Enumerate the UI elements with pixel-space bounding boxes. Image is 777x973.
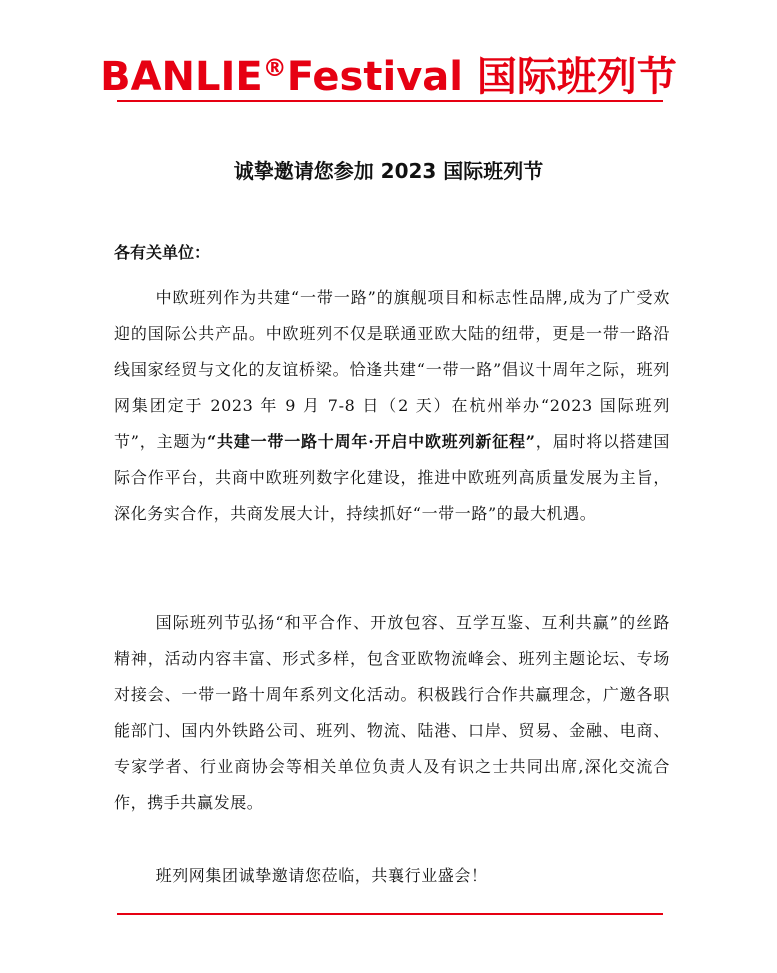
bottom-divider [117, 913, 663, 915]
paragraph-intro-part-b: ，届时将以搭建国际合作平台，共商中欧班列数字化建设，推进中欧班列高质量发展为主旨，深化务实合作，共商发展大计，持续抓好“一带一路”的最大机遇。 [114, 432, 671, 523]
top-divider [117, 100, 663, 102]
paragraph-intro [114, 280, 670, 532]
invitation-subtitle: 诚挚邀请您参加 2023 国际班列节 [233, 159, 544, 183]
event-theme: “共建一带一路十周年·开启中欧班列新征程” [207, 432, 536, 451]
salutation: 各有关单位： [114, 243, 211, 262]
paragraph-intro-part-a: 中欧班列作为共建“一带一路”的旗舰项目和标志性品牌,成为了广受欢迎的国际公共产品。中欧班列不仅是联通亚欧大陆的纽带，更是一带一路沿线国家经贸与文化的友谊桥梁。恰逢共建“一带一路”倡议十周年之际，班列网集团定于 2023 年 9 月 7-8 日（2 天）在杭州举办“2023 国际班列节”，主题为 [114, 288, 670, 451]
registered-mark: ® [262, 54, 287, 82]
brand-suffix: Festival 国际班列节 [286, 54, 677, 100]
paragraph-closing: 班列网集团诚挚邀请您莅临，共襄行业盛会！ [155, 866, 488, 885]
paragraph-spirit: 国际班列节弘扬“和平合作、开放包容、互学互鉴、互利共赢”的丝路精神，活动内容丰富、形式多样，包含亚欧物流峰会、班列主题论坛、专场对接会、一带一路十周年系列文化活动。积极践行合作共赢理念，广邀各职能部门、国内外铁路公司、班列、物流、陆港、口岸、贸易、金融、电商、专家学者、行业商协会等相关单位负责人及有识之士共同出席,深化交流合作，携手共赢发展。 [114, 613, 670, 812]
brand-name: BANLIE [100, 54, 263, 100]
festival-title [0, 38, 777, 107]
